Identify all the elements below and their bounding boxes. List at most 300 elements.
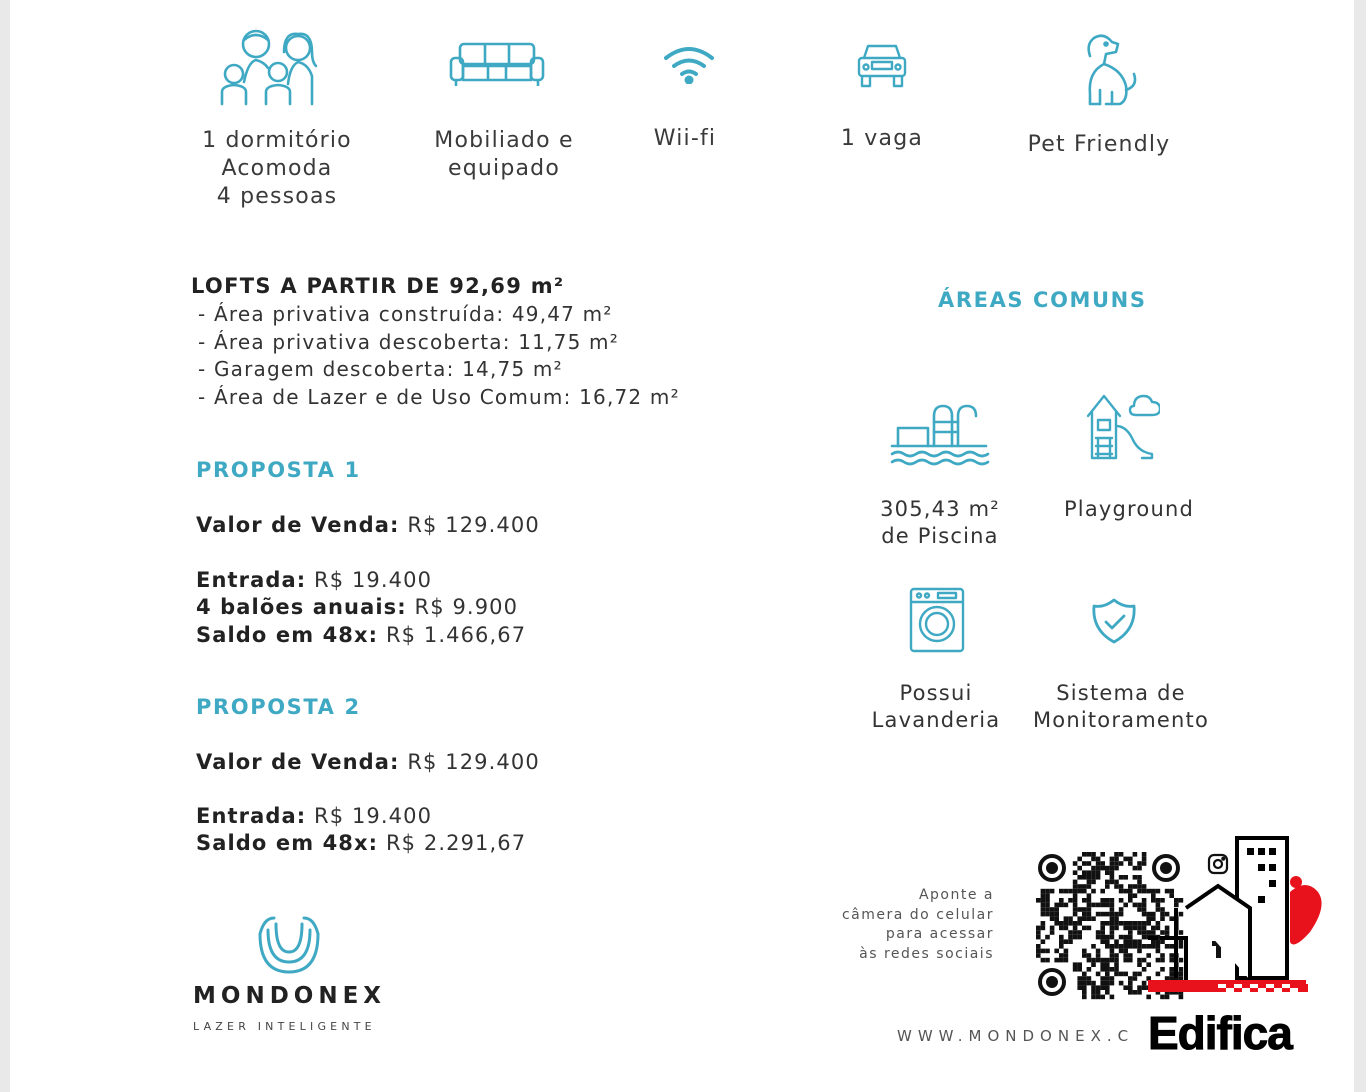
qr-module xyxy=(1105,898,1110,903)
qr-module xyxy=(1110,912,1115,917)
qr-module xyxy=(1105,976,1110,981)
qr-module xyxy=(1091,981,1096,986)
qr-module xyxy=(1091,990,1096,995)
qr-module xyxy=(1059,953,1064,958)
qr-module xyxy=(1059,889,1064,894)
qr-module xyxy=(1073,935,1078,940)
qr-module xyxy=(1091,958,1096,963)
qr-module xyxy=(1119,889,1124,894)
qr-module xyxy=(1110,930,1115,935)
qr-module xyxy=(1091,985,1096,990)
qr-module xyxy=(1128,990,1133,995)
qr-module xyxy=(1091,880,1096,885)
qr-module xyxy=(1114,884,1119,889)
qr-module xyxy=(1123,935,1128,940)
lofts-item: - Garagem descoberta: 14,75 m² xyxy=(198,357,563,381)
feature-label-mobiliado: Mobiliado e equipado xyxy=(434,128,574,181)
qr-module xyxy=(1123,903,1128,908)
qr-module xyxy=(1133,990,1138,995)
qr-module xyxy=(1064,939,1069,944)
qr-module xyxy=(1119,898,1124,903)
qr-module xyxy=(1128,889,1133,894)
qr-module xyxy=(1068,921,1073,926)
proposta-2-saldo: Saldo em 48x: R$ 2.291,67 xyxy=(196,831,527,855)
qr-module xyxy=(1133,866,1138,871)
qr-module xyxy=(1059,926,1064,931)
qr-module xyxy=(1105,884,1110,889)
qr-module xyxy=(1105,912,1110,917)
qr-module xyxy=(1087,976,1092,981)
qr-module xyxy=(1077,866,1082,871)
qr-module xyxy=(1045,907,1050,912)
qr-module xyxy=(1128,953,1133,958)
qr-module xyxy=(1041,926,1046,931)
qr-module xyxy=(1110,958,1115,963)
qr-module xyxy=(1100,903,1105,908)
qr-module xyxy=(1064,916,1069,921)
qr-module xyxy=(1087,875,1092,880)
qr-module xyxy=(1091,995,1096,1000)
qr-module xyxy=(1133,903,1138,908)
qr-module xyxy=(1041,898,1046,903)
proposta-2-valor-venda: Valor de Venda: R$ 129.400 xyxy=(196,750,540,774)
qr-module xyxy=(1054,949,1059,954)
qr-module xyxy=(1100,958,1105,963)
qr-module xyxy=(1128,935,1133,940)
qr-module xyxy=(1059,944,1064,949)
qr-module xyxy=(1045,898,1050,903)
qr-module xyxy=(1077,930,1082,935)
qr-module xyxy=(1110,870,1115,875)
qr-module xyxy=(1100,912,1105,917)
qr-module xyxy=(1082,953,1087,958)
qr-module xyxy=(1050,926,1055,931)
area-label-piscina: 305,43 m² de Piscina xyxy=(880,497,1000,548)
qr-module xyxy=(1059,935,1064,940)
qr-module xyxy=(1045,903,1050,908)
qr-module xyxy=(1050,907,1055,912)
qr-module xyxy=(1041,949,1046,954)
qr-module xyxy=(1082,990,1087,995)
qr-module xyxy=(1114,912,1119,917)
qr-module xyxy=(1041,907,1046,912)
logo-name: MONDONEX xyxy=(193,983,387,1009)
qr-module xyxy=(1077,985,1082,990)
qr-module xyxy=(1123,953,1128,958)
qr-module xyxy=(1123,985,1128,990)
qr-module xyxy=(1133,893,1138,898)
qr-module xyxy=(1068,889,1073,894)
qr-module xyxy=(1128,939,1133,944)
qr-module xyxy=(1105,903,1110,908)
qr-module xyxy=(1087,870,1092,875)
qr-module xyxy=(1064,926,1069,931)
qr-module xyxy=(1064,921,1069,926)
edifica-watermark-logo xyxy=(1140,834,1330,999)
qr-module xyxy=(1110,875,1115,880)
qr-module xyxy=(1119,935,1124,940)
qr-module xyxy=(1128,893,1133,898)
qr-module xyxy=(1087,852,1092,857)
qr-module xyxy=(1110,880,1115,885)
qr-module xyxy=(1096,866,1101,871)
qr-module xyxy=(1096,995,1101,1000)
qr-module xyxy=(1073,880,1078,885)
qr-module xyxy=(1036,930,1041,935)
qr-module xyxy=(1100,976,1105,981)
qr-module xyxy=(1128,985,1133,990)
qr-module xyxy=(1054,958,1059,963)
qr-module xyxy=(1110,916,1115,921)
qr-module xyxy=(1082,995,1087,1000)
qr-module xyxy=(1068,930,1073,935)
qr-module xyxy=(1077,976,1082,981)
qr-module xyxy=(1077,907,1082,912)
qr-module xyxy=(1064,889,1069,894)
qr-module xyxy=(1091,857,1096,862)
qr-module xyxy=(1105,972,1110,977)
proposta-2-title: PROPOSTA 2 xyxy=(196,695,361,719)
qr-module xyxy=(1041,921,1046,926)
qr-module xyxy=(1105,866,1110,871)
qr-module xyxy=(1110,949,1115,954)
qr-module xyxy=(1064,953,1069,958)
qr-module xyxy=(1064,903,1069,908)
qr-module xyxy=(1064,958,1069,963)
qr-module xyxy=(1087,912,1092,917)
lofts-item: - Área privativa construída: 49,47 m² xyxy=(198,302,613,326)
qr-module xyxy=(1050,930,1055,935)
qr-module xyxy=(1087,893,1092,898)
qr-module xyxy=(1077,857,1082,862)
qr-module xyxy=(1128,930,1133,935)
qr-module xyxy=(1123,939,1128,944)
qr-instructions: Aponte a câmera do celular para acessar às redes sociais xyxy=(841,887,994,962)
qr-module xyxy=(1123,921,1128,926)
qr-module xyxy=(1119,981,1124,986)
qr-module xyxy=(1110,926,1115,931)
qr-module xyxy=(1077,935,1082,940)
qr-module xyxy=(1087,907,1092,912)
qr-module xyxy=(1091,916,1096,921)
qr-module xyxy=(1114,944,1119,949)
qr-module xyxy=(1105,985,1110,990)
qr-module xyxy=(1091,903,1096,908)
qr-module xyxy=(1077,981,1082,986)
qr-module xyxy=(1114,953,1119,958)
qr-module xyxy=(1082,972,1087,977)
qr-module xyxy=(1128,884,1133,889)
qr-module xyxy=(1114,861,1119,866)
qr-module xyxy=(1100,861,1105,866)
qr-module xyxy=(1114,921,1119,926)
qr-module xyxy=(1073,870,1078,875)
qr-module xyxy=(1087,958,1092,963)
car-icon xyxy=(856,42,908,90)
qr-module xyxy=(1068,916,1073,921)
qr-module xyxy=(1100,967,1105,972)
qr-module xyxy=(1082,981,1087,986)
qr-module xyxy=(1073,926,1078,931)
qr-module xyxy=(1133,972,1138,977)
qr-module xyxy=(1123,926,1128,931)
qr-module xyxy=(1128,926,1133,931)
qr-module xyxy=(1114,926,1119,931)
qr-module xyxy=(1077,967,1082,972)
qr-module xyxy=(1068,935,1073,940)
proposta-2-entrada: Entrada: R$ 19.400 xyxy=(196,804,433,828)
qr-module xyxy=(1087,926,1092,931)
qr-module xyxy=(1133,926,1138,931)
qr-module xyxy=(1100,939,1105,944)
lofts-item: - Área privativa descoberta: 11,75 m² xyxy=(198,330,619,354)
qr-module xyxy=(1082,884,1087,889)
qr-module xyxy=(1082,898,1087,903)
qr-module xyxy=(1119,912,1124,917)
proposta-1-saldo: Saldo em 48x: R$ 1.466,67 xyxy=(196,623,527,647)
qr-module xyxy=(1110,866,1115,871)
qr-module xyxy=(1041,912,1046,917)
qr-module xyxy=(1096,949,1101,954)
wifi-icon xyxy=(662,44,716,84)
qr-module xyxy=(1119,884,1124,889)
qr-module xyxy=(1119,875,1124,880)
qr-module xyxy=(1100,985,1105,990)
qr-module xyxy=(1041,893,1046,898)
qr-module xyxy=(1082,916,1087,921)
qr-module xyxy=(1096,935,1101,940)
qr-module xyxy=(1110,995,1115,1000)
qr-module xyxy=(1059,939,1064,944)
qr-module xyxy=(1123,857,1128,862)
qr-module xyxy=(1110,953,1115,958)
qr-module xyxy=(1059,958,1064,963)
qr-module xyxy=(1110,903,1115,908)
qr-module xyxy=(1091,889,1096,894)
qr-module xyxy=(1133,939,1138,944)
qr-module xyxy=(1133,944,1138,949)
qr-module xyxy=(1045,935,1050,940)
qr-module xyxy=(1036,926,1041,931)
qr-module xyxy=(1045,893,1050,898)
qr-module xyxy=(1119,852,1124,857)
qr-module xyxy=(1110,976,1115,981)
dog-icon xyxy=(1076,32,1138,108)
qr-module xyxy=(1105,944,1110,949)
qr-module xyxy=(1100,995,1105,1000)
qr-module xyxy=(1114,939,1119,944)
qr-module xyxy=(1073,893,1078,898)
qr-module xyxy=(1096,857,1101,862)
qr-module xyxy=(1036,898,1041,903)
qr-module xyxy=(1082,907,1087,912)
qr-module xyxy=(1110,907,1115,912)
qr-module xyxy=(1119,921,1124,926)
qr-module xyxy=(1082,912,1087,917)
qr-module xyxy=(1059,921,1064,926)
qr-module xyxy=(1073,903,1078,908)
qr-module xyxy=(1087,884,1092,889)
mondonex-logo-icon xyxy=(254,914,324,976)
qr-module xyxy=(1091,852,1096,857)
qr-module xyxy=(1123,958,1128,963)
qr-module xyxy=(1105,958,1110,963)
qr-module xyxy=(1073,921,1078,926)
qr-module xyxy=(1054,903,1059,908)
qr-module xyxy=(1114,967,1119,972)
qr-module xyxy=(1045,949,1050,954)
qr-module xyxy=(1110,921,1115,926)
qr-module xyxy=(1110,857,1115,862)
qr-module xyxy=(1050,916,1055,921)
qr-module xyxy=(1036,944,1041,949)
qr-module xyxy=(1100,889,1105,894)
sofa-icon xyxy=(448,40,546,90)
qr-module xyxy=(1133,875,1138,880)
qr-module xyxy=(1087,898,1092,903)
qr-module xyxy=(1119,949,1124,954)
qr-module xyxy=(1128,898,1133,903)
qr-module xyxy=(1096,958,1101,963)
shield-icon xyxy=(1090,596,1138,646)
qr-module xyxy=(1096,903,1101,908)
qr-module xyxy=(1087,967,1092,972)
qr-module xyxy=(1100,981,1105,986)
qr-module xyxy=(1105,880,1110,885)
qr-module xyxy=(1128,981,1133,986)
qr-module xyxy=(1105,921,1110,926)
pool-icon xyxy=(888,402,990,466)
qr-module xyxy=(1100,930,1105,935)
qr-module xyxy=(1073,884,1078,889)
edifica-watermark-text: Edifica xyxy=(1148,1007,1292,1059)
qr-module xyxy=(1073,898,1078,903)
qr-module xyxy=(1114,852,1119,857)
qr-module xyxy=(1128,921,1133,926)
qr-module xyxy=(1077,889,1082,894)
qr-module xyxy=(1041,958,1046,963)
qr-module xyxy=(1077,921,1082,926)
qr-module xyxy=(1133,852,1138,857)
qr-module xyxy=(1041,939,1046,944)
qr-module xyxy=(1082,926,1087,931)
qr-module xyxy=(1082,985,1087,990)
qr-module xyxy=(1100,921,1105,926)
qr-module xyxy=(1087,981,1092,986)
qr-module xyxy=(1077,916,1082,921)
qr-module xyxy=(1041,889,1046,894)
qr-module xyxy=(1110,981,1115,986)
qr-module xyxy=(1091,866,1096,871)
qr-module xyxy=(1077,884,1082,889)
qr-module xyxy=(1073,967,1078,972)
qr-module xyxy=(1054,921,1059,926)
qr-module xyxy=(1133,884,1138,889)
qr-module xyxy=(1091,962,1096,967)
qr-module xyxy=(1110,898,1115,903)
qr-module xyxy=(1123,944,1128,949)
qr-module xyxy=(1087,880,1092,885)
qr-module xyxy=(1045,912,1050,917)
qr-module xyxy=(1068,898,1073,903)
qr-module xyxy=(1119,861,1124,866)
qr-module xyxy=(1110,935,1115,940)
family-icon xyxy=(218,26,324,106)
qr-module xyxy=(1096,953,1101,958)
area-label-lavanderia: Possui Lavanderia xyxy=(871,681,1001,732)
qr-module xyxy=(1091,944,1096,949)
feature-label-dormitorio: 1 dormitório Acomoda 4 pessoas xyxy=(202,128,352,209)
area-label-playground: Playground xyxy=(1063,497,1195,521)
qr-module xyxy=(1128,857,1133,862)
website-url: WWW.MONDONEX.C xyxy=(897,1027,1135,1045)
qr-module xyxy=(1073,962,1078,967)
qr-module xyxy=(1100,962,1105,967)
qr-module xyxy=(1100,852,1105,857)
qr-module xyxy=(1100,935,1105,940)
lofts-title: LOFTS A PARTIR DE 92,69 m² xyxy=(191,274,565,298)
logo-tagline: LAZER INTELIGENTE xyxy=(193,1020,376,1033)
qr-module xyxy=(1114,880,1119,885)
qr-module xyxy=(1091,875,1096,880)
qr-module xyxy=(1096,875,1101,880)
playground-icon xyxy=(1084,392,1160,462)
qr-module xyxy=(1054,912,1059,917)
qr-module xyxy=(1096,870,1101,875)
qr-module xyxy=(1096,985,1101,990)
qr-module xyxy=(1091,870,1096,875)
qr-module xyxy=(1087,861,1092,866)
qr-module xyxy=(1105,990,1110,995)
qr-module xyxy=(1128,944,1133,949)
qr-module xyxy=(1082,875,1087,880)
qr-module xyxy=(1096,990,1101,995)
proposta-1-title: PROPOSTA 1 xyxy=(196,458,361,482)
qr-module xyxy=(1073,912,1078,917)
feature-label-vaga: 1 vaga xyxy=(840,126,924,151)
proposta-1-valor-venda: Valor de Venda: R$ 129.400 xyxy=(196,513,540,537)
qr-module xyxy=(1059,903,1064,908)
qr-module xyxy=(1045,958,1050,963)
feature-label-wifi: Wii-fi xyxy=(653,126,717,151)
qr-module xyxy=(1068,939,1073,944)
qr-module xyxy=(1073,889,1078,894)
qr-module xyxy=(1114,962,1119,967)
qr-module xyxy=(1050,889,1055,894)
qr-module xyxy=(1114,958,1119,963)
qr-module xyxy=(1105,935,1110,940)
areas-comuns-title: ÁREAS COMUNS xyxy=(938,288,1147,312)
qr-module xyxy=(1100,926,1105,931)
qr-module xyxy=(1123,972,1128,977)
qr-module xyxy=(1059,898,1064,903)
qr-module xyxy=(1100,866,1105,871)
proposta-1-entrada: Entrada: R$ 19.400 xyxy=(196,568,433,592)
qr-module xyxy=(1114,866,1119,871)
qr-module xyxy=(1114,916,1119,921)
qr-module xyxy=(1133,921,1138,926)
qr-module xyxy=(1114,857,1119,862)
qr-module xyxy=(1096,972,1101,977)
qr-module xyxy=(1128,976,1133,981)
qr-module xyxy=(1082,852,1087,857)
qr-module xyxy=(1073,907,1078,912)
qr-module xyxy=(1073,930,1078,935)
qr-module xyxy=(1036,953,1041,958)
qr-module xyxy=(1119,972,1124,977)
qr-module xyxy=(1064,949,1069,954)
qr-module xyxy=(1123,889,1128,894)
